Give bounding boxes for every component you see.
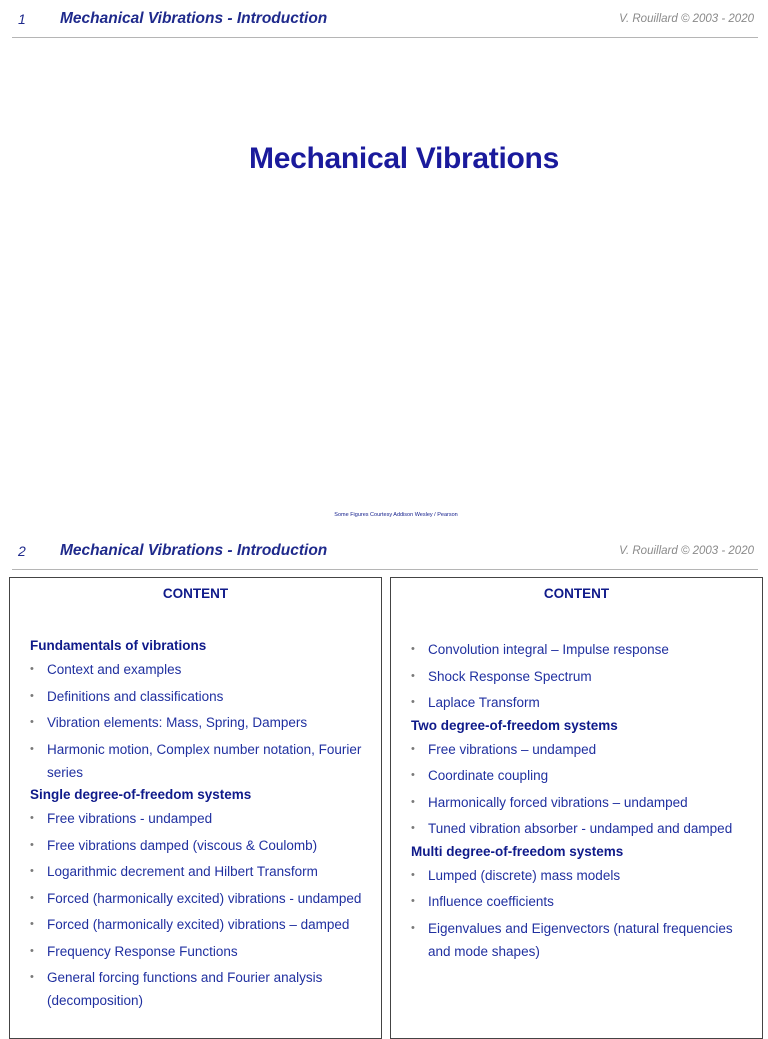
slide-header-title: Mechanical Vibrations - Introduction <box>60 10 328 27</box>
copyright-notice: V. Rouillard © 2003 - 2020 <box>619 13 754 25</box>
list-item: • Vibration elements: Mass, Spring, Dampers <box>30 711 367 734</box>
content-heading: CONTENT <box>543 586 610 601</box>
header-divider <box>12 37 758 38</box>
bullet-icon: • <box>411 669 415 682</box>
list-item: • Frequency Response Functions <box>30 940 367 963</box>
list-item: • Tuned vibration absorber - undamped and damped <box>411 817 748 840</box>
bullet-icon: • <box>411 769 415 781</box>
content-heading: CONTENT <box>162 586 229 601</box>
bullet-icon: • <box>30 971 34 983</box>
bullet-icon: • <box>30 838 34 851</box>
content-list <box>411 638 748 966</box>
bullet-icon: • <box>411 895 415 907</box>
list-item: • Lumped (discrete) mass models <box>411 864 748 887</box>
bullet-icon: • <box>411 643 415 655</box>
bullet-icon: • <box>30 944 34 957</box>
figure-courtesy-note: Some Figures Courtesy Addison Wesley / Pearson <box>334 512 458 518</box>
section-heading: Fundamentals of vibrations <box>30 638 207 653</box>
list-item: • Eigenvalues and Eigenvectors (natural frequencies and mode shapes) <box>411 917 748 963</box>
list-item: • Forced (harmonically excited) vibrations - undamped <box>30 887 367 910</box>
list-item: • Convolution integral – Impulse response <box>411 638 748 661</box>
list-item: • Laplace Transform <box>411 691 748 714</box>
list-item: • Forced (harmonically excited) vibrations – damped <box>30 913 367 936</box>
section-heading: Multi degree-of-freedom systems <box>411 843 624 859</box>
bullet-icon: • <box>411 742 415 755</box>
section-heading: Single degree-of-freedom systems <box>30 787 252 802</box>
bullet-icon: • <box>30 891 34 904</box>
slide-2-header <box>0 534 768 564</box>
content-list <box>30 638 367 1016</box>
list-item: • Free vibrations - undamped <box>30 807 367 830</box>
list-item: • Coordinate coupling <box>411 764 748 787</box>
list-item: • General forcing functions and Fourier analysis (decomposition) <box>30 966 367 1012</box>
section-heading: Two degree-of-freedom systems <box>411 717 618 733</box>
bullet-icon: • <box>411 921 415 934</box>
bullet-icon: • <box>411 696 415 708</box>
slide-number: 1 <box>18 11 26 27</box>
list-item: • Shock Response Spectrum <box>411 665 748 688</box>
bullet-icon: • <box>30 742 34 755</box>
header-divider <box>12 569 758 570</box>
content-box-left <box>9 577 382 1039</box>
list-item: • Context and examples <box>30 658 367 681</box>
bullet-icon: • <box>30 812 34 824</box>
list-item: • Free vibrations damped (viscous & Coulomb) <box>30 834 367 857</box>
content-box-right <box>390 577 763 1039</box>
slide-header-title: Mechanical Vibrations - Introduction <box>60 542 328 559</box>
bullet-icon: • <box>30 918 34 930</box>
slide-number: 2 <box>18 543 26 559</box>
bullet-icon: • <box>30 865 34 877</box>
bullet-icon: • <box>411 795 415 808</box>
list-item: • Harmonic motion, Complex number notation, Fourier series <box>30 738 367 784</box>
bullet-icon: • <box>30 663 34 675</box>
list-item: • Free vibrations – undamped <box>411 738 748 761</box>
copyright-notice: V. Rouillard © 2003 - 2020 <box>619 545 754 557</box>
list-item: • Influence coefficients <box>411 890 748 913</box>
bullet-icon: • <box>411 868 415 881</box>
slide-1-header <box>0 2 768 32</box>
list-item: • Definitions and classifications <box>30 685 367 708</box>
list-item: • Logarithmic decrement and Hilbert Transform <box>30 860 367 883</box>
list-item: • Harmonically forced vibrations – undamped <box>411 791 748 814</box>
bullet-icon: • <box>30 716 34 728</box>
bullet-icon: • <box>30 689 34 702</box>
slide-title: Mechanical Vibrations <box>249 142 559 175</box>
bullet-icon: • <box>411 822 415 834</box>
